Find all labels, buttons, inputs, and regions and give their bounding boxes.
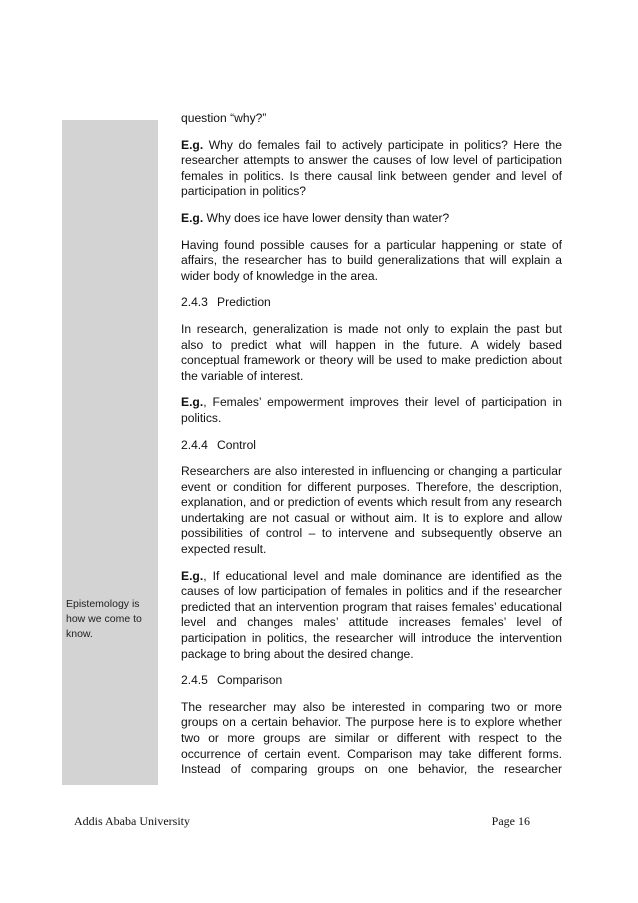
paragraph: [181, 138, 562, 200]
footer-institution: Addis Ababa University: [74, 814, 190, 828]
main-content: [181, 111, 562, 789]
footer-page-number: Page 16: [491, 814, 530, 828]
paragraph-text: Why does ice have lower density than water?: [203, 210, 450, 225]
eg-label: E.g.: [181, 395, 204, 410]
paragraph: Having found possible causes for a particular happening or state of affairs, the researcher has to build generalizations that will explain a wider body of knowledge in the area.: [181, 237, 562, 283]
paragraph-text: , If educational level and male dominance are identified as the causes of low participation of females in politics and if the researcher predicted that an intervention program that raises females’ educational level and changes males’ attitude increases females’ level of participation in politics, the researcher will introduce the intervention package to bring about the desired change.: [181, 568, 562, 661]
eg-label: E.g.: [181, 137, 204, 152]
sidebar-panel: [62, 120, 158, 785]
paragraph-text: , Females’ empowerment improves their level of participation in politics.: [181, 395, 562, 425]
section-number: 2.4.5: [181, 673, 208, 688]
section-number: 2.4.3: [181, 295, 208, 310]
paragraph: In research, generalization is made not only to explain the past but also to predict what will happen in the future. A widely based conceptual framework or theory will be used to make prediction about the variable of interest.: [181, 321, 562, 383]
section-title: Comparison: [217, 673, 283, 688]
section-title: Control: [217, 437, 256, 452]
paragraph-text: Why do females fail to actively participate in politics? Here the researcher attempts to answer the causes of low level of participation females in politics. Is there causal link between gender and level of participation in politics?: [181, 137, 562, 199]
paragraph: The researcher may also be interested in comparing two or more groups on a certain behavior. The purpose here is to explore whether two or more groups are similar or different with respect to the occurrence of certain event. Comparison may take different forms. Instead of comparing groups on one behavior, the researcher: [181, 699, 562, 777]
section-heading: [181, 438, 562, 454]
section-heading: [181, 295, 562, 311]
eg-label: E.g.: [181, 568, 204, 583]
paragraph: question “why?”: [181, 111, 267, 125]
paragraph: [181, 211, 562, 227]
paragraph: [181, 569, 562, 663]
paragraph: [181, 395, 562, 426]
section-heading: [181, 673, 562, 689]
section-title: Prediction: [217, 295, 271, 310]
section-number: 2.4.4: [181, 437, 208, 452]
paragraph: Researchers are also interested in influencing or changing a particular event or condition for different purposes. Therefore, the description, explanation, and or prediction of events which result from any research undertaking are not casual or without aim. It is to explore and allow possibilities of control – to intervene and subsequently observe an expected result.: [181, 464, 562, 557]
eg-label: E.g.: [181, 210, 204, 225]
sidebar-note: Epistemology is how we come to know.: [66, 598, 142, 640]
